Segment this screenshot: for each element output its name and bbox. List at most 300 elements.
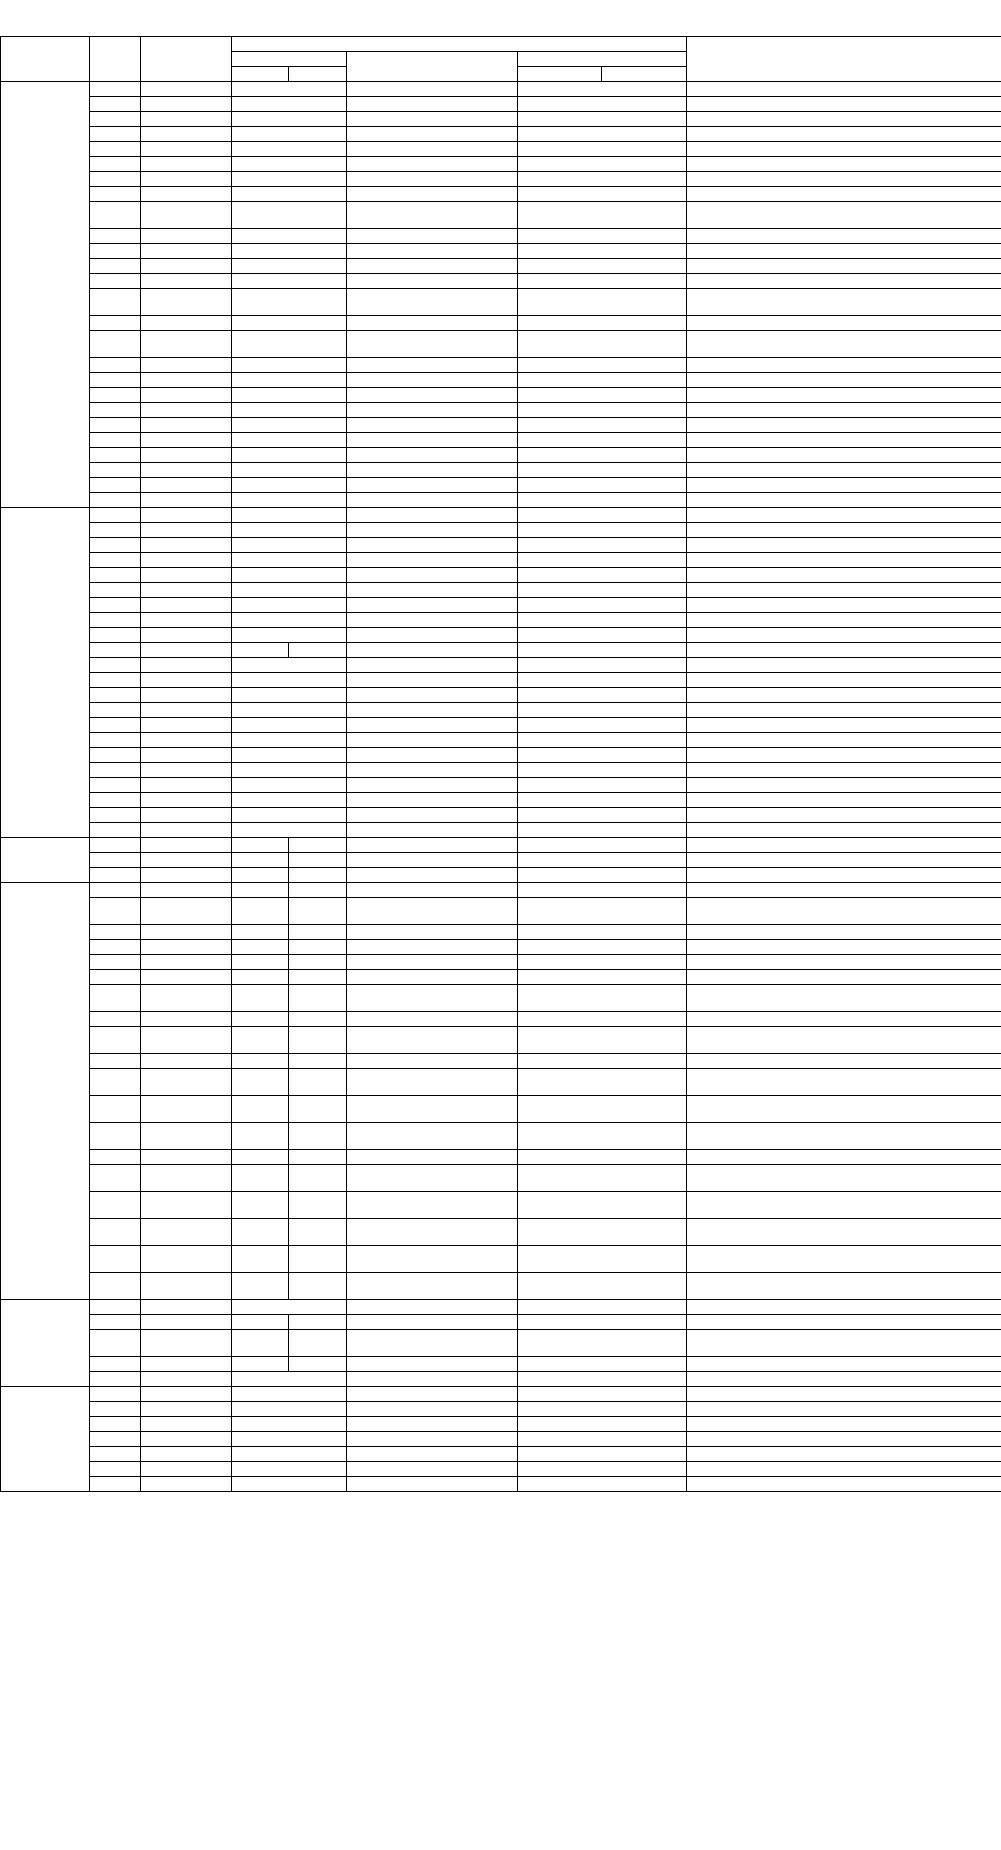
table-row (1, 1447, 1001, 1462)
code-cell (90, 1477, 141, 1492)
code-cell (90, 1273, 141, 1300)
speculative-cell (232, 1069, 289, 1096)
general-margin-cell (232, 274, 347, 289)
special-rule-cell (518, 793, 687, 808)
delivery-month-cell (347, 478, 518, 493)
general-margin-cell (232, 538, 347, 553)
special-rule-cell (518, 1387, 687, 1402)
general-margin-cell (232, 1477, 347, 1492)
special-rule-cell (518, 1447, 687, 1462)
table-row (1, 142, 1001, 157)
company-add-cell (687, 388, 1001, 403)
page-title (0, 0, 1001, 20)
special-rule-cell (518, 703, 687, 718)
speculative-cell (232, 1096, 289, 1123)
special-rule-cell (518, 127, 687, 142)
table-row (1, 493, 1001, 508)
name-cell (141, 1330, 232, 1357)
table-row (1, 598, 1001, 613)
special-rule-cell (518, 1246, 687, 1273)
speculative-cell (232, 1150, 289, 1165)
name-cell (141, 229, 232, 244)
company-add-cell (687, 523, 1001, 538)
general-margin-cell (232, 187, 347, 202)
company-add-cell (687, 1054, 1001, 1069)
delivery-month-cell (347, 373, 518, 388)
delivery-month-cell (347, 955, 518, 970)
delivery-month-cell (347, 598, 518, 613)
delivery-month-cell (347, 940, 518, 955)
hedge-cell (289, 1123, 347, 1150)
general-margin-cell (232, 1462, 347, 1477)
company-add-cell (687, 493, 1001, 508)
table-row (1, 316, 1001, 331)
name-cell (141, 274, 232, 289)
name-cell (141, 331, 232, 358)
special-rule-cell (518, 1219, 687, 1246)
table-row (1, 748, 1001, 763)
speculative-cell (232, 853, 289, 868)
code-cell (90, 793, 141, 808)
code-cell (90, 883, 141, 898)
delivery-month-cell (347, 808, 518, 823)
code-cell (90, 673, 141, 688)
table-row (1, 823, 1001, 838)
company-add-cell (687, 793, 1001, 808)
company-add-cell (687, 823, 1001, 838)
company-add-cell (687, 628, 1001, 643)
company-add-cell (687, 763, 1001, 778)
col-code (90, 37, 141, 82)
delivery-month-cell (347, 1300, 518, 1315)
name-cell (141, 925, 232, 940)
table-row (1, 244, 1001, 259)
col-company-add (687, 37, 1001, 82)
company-add-cell (687, 853, 1001, 868)
table-row (1, 463, 1001, 478)
special-rule-cell (518, 1150, 687, 1165)
name-cell (141, 388, 232, 403)
name-cell (141, 703, 232, 718)
company-add-cell (687, 568, 1001, 583)
name-cell (141, 157, 232, 172)
delivery-month-cell (347, 112, 518, 127)
company-add-cell (687, 373, 1001, 388)
hedge-cell (289, 883, 347, 898)
company-add-cell (687, 97, 1001, 112)
name-cell (141, 1300, 232, 1315)
company-add-cell (687, 985, 1001, 1012)
company-add-cell (687, 1150, 1001, 1165)
delivery-month-cell (347, 673, 518, 688)
special-rule-cell (518, 478, 687, 493)
name-cell (141, 883, 232, 898)
company-add-cell (687, 808, 1001, 823)
hedge-cell (289, 1192, 347, 1219)
hedge-cell (289, 1096, 347, 1123)
name-cell (141, 673, 232, 688)
hedge-cell (289, 955, 347, 970)
name-cell (141, 823, 232, 838)
delivery-month-cell (347, 1417, 518, 1432)
delivery-month-cell (347, 1387, 518, 1402)
company-add-cell (687, 202, 1001, 229)
table-row (1, 1012, 1001, 1027)
delivery-month-cell (347, 1192, 518, 1219)
general-margin-cell (232, 289, 347, 316)
general-margin-cell (232, 127, 347, 142)
code-cell (90, 925, 141, 940)
special-rule-cell (518, 82, 687, 97)
delivery-month-cell (347, 388, 518, 403)
company-add-cell (687, 289, 1001, 316)
code-cell (90, 403, 141, 418)
company-add-cell (687, 418, 1001, 433)
delivery-month-cell (347, 1402, 518, 1417)
delivery-month-cell (347, 1462, 518, 1477)
speculative-cell (232, 955, 289, 970)
code-cell (90, 229, 141, 244)
company-add-cell (687, 1012, 1001, 1027)
speculative-cell (232, 925, 289, 940)
special-rule-cell (518, 157, 687, 172)
special-rule-cell (518, 718, 687, 733)
code-cell (90, 448, 141, 463)
code-cell (90, 748, 141, 763)
special-rule-cell (518, 289, 687, 316)
special-rule-cell (518, 1300, 687, 1315)
code-cell (90, 1402, 141, 1417)
name-cell (141, 598, 232, 613)
speculative-cell (232, 898, 289, 925)
delivery-month-cell (347, 493, 518, 508)
company-add-cell (687, 1402, 1001, 1417)
code-cell (90, 274, 141, 289)
table-row (1, 553, 1001, 568)
table-row (1, 1027, 1001, 1054)
name-cell (141, 628, 232, 643)
company-add-cell (687, 82, 1001, 97)
hedge-cell (289, 1165, 347, 1192)
company-add-cell (687, 157, 1001, 172)
code-cell (90, 82, 141, 97)
name-cell (141, 763, 232, 778)
code-cell (90, 142, 141, 157)
delivery-month-cell (347, 1012, 518, 1027)
special-rule-cell (518, 403, 687, 418)
general-margin-cell (232, 673, 347, 688)
company-add-cell (687, 478, 1001, 493)
delivery-month-cell (347, 1372, 518, 1387)
code-cell (90, 985, 141, 1012)
delivery-month-cell (347, 202, 518, 229)
exchange-cell (1, 883, 90, 1300)
delivery-month-cell (347, 1096, 518, 1123)
table-row (1, 433, 1001, 448)
delivery-month-cell (347, 628, 518, 643)
name-cell (141, 868, 232, 883)
report-date (0, 20, 1001, 36)
general-margin-cell (232, 244, 347, 259)
general-margin-cell (232, 778, 347, 793)
code-cell (90, 583, 141, 598)
code-cell (90, 1012, 141, 1027)
speculative-cell (232, 838, 289, 853)
table-row (1, 1219, 1001, 1246)
table-row (1, 229, 1001, 244)
table-row (1, 259, 1001, 274)
name-cell (141, 316, 232, 331)
table-row (1, 403, 1001, 418)
special-rule-cell (518, 259, 687, 274)
delivery-month-cell (347, 1027, 518, 1054)
general-margin-cell (232, 1417, 347, 1432)
special-rule-cell (518, 373, 687, 388)
special-rule-cell (518, 274, 687, 289)
hedge-cell (289, 868, 347, 883)
general-margin-cell (232, 331, 347, 358)
company-add-cell (687, 1096, 1001, 1123)
code-cell (90, 838, 141, 853)
table-row (1, 1096, 1001, 1123)
delivery-month-cell (347, 1165, 518, 1192)
hedge-cell (289, 1069, 347, 1096)
table-row (1, 688, 1001, 703)
special-rule-cell (518, 883, 687, 898)
company-add-cell (687, 274, 1001, 289)
code-cell (90, 202, 141, 229)
col-exchange (1, 37, 90, 82)
name-cell (141, 1012, 232, 1027)
code-cell (90, 1417, 141, 1432)
company-add-cell (687, 838, 1001, 853)
special-rule-cell (518, 823, 687, 838)
name-cell (141, 643, 232, 658)
special-rule-cell (518, 1123, 687, 1150)
table-row (1, 673, 1001, 688)
delivery-month-cell (347, 1123, 518, 1150)
special-rule-cell (518, 538, 687, 553)
hedge-cell (289, 985, 347, 1012)
name-cell (141, 418, 232, 433)
company-add-cell (687, 172, 1001, 187)
delivery-month-cell (347, 1246, 518, 1273)
delivery-month-cell (347, 1432, 518, 1447)
special-rule-cell (518, 955, 687, 970)
general-margin-cell (232, 229, 347, 244)
general-margin-cell (232, 793, 347, 808)
table-row (1, 868, 1001, 883)
delivery-month-cell (347, 763, 518, 778)
general-margin-cell (232, 142, 347, 157)
speculative-cell (232, 1246, 289, 1273)
delivery-month-cell (347, 97, 518, 112)
table-row (1, 778, 1001, 793)
company-add-cell (687, 868, 1001, 883)
special-rule-cell (518, 463, 687, 478)
name-cell (141, 1027, 232, 1054)
special-rule-cell (518, 388, 687, 403)
hedge-cell (289, 1150, 347, 1165)
table-row (1, 508, 1001, 523)
code-cell (90, 418, 141, 433)
table-row (1, 628, 1001, 643)
speculative-cell (232, 1027, 289, 1054)
company-add-cell (687, 331, 1001, 358)
name-cell (141, 793, 232, 808)
table-row (1, 1054, 1001, 1069)
name-cell (141, 1246, 232, 1273)
special-rule-cell (518, 508, 687, 523)
special-rule-cell (518, 688, 687, 703)
table-row (1, 448, 1001, 463)
code-cell (90, 373, 141, 388)
code-cell (90, 940, 141, 955)
name-cell (141, 1165, 232, 1192)
code-cell (90, 358, 141, 373)
delivery-month-cell (347, 658, 518, 673)
company-add-cell (687, 358, 1001, 373)
delivery-month-cell (347, 172, 518, 187)
name-cell (141, 808, 232, 823)
exchange-cell (1, 82, 90, 508)
company-add-cell (687, 1447, 1001, 1462)
code-cell (90, 853, 141, 868)
name-cell (141, 748, 232, 763)
company-add-cell (687, 1273, 1001, 1300)
special-rule-cell (518, 583, 687, 598)
special-rule-cell (518, 985, 687, 1012)
company-add-cell (687, 955, 1001, 970)
table-row (1, 1069, 1001, 1096)
delivery-month-cell (347, 418, 518, 433)
table-row (1, 1432, 1001, 1447)
general-margin-cell (232, 1387, 347, 1402)
special-rule-cell (518, 1012, 687, 1027)
special-rule-cell (518, 1372, 687, 1387)
general-margin-cell (232, 748, 347, 763)
table-row (1, 793, 1001, 808)
company-add-cell (687, 1165, 1001, 1192)
code-cell (90, 1123, 141, 1150)
table-row (1, 1462, 1001, 1477)
general-margin-cell (232, 1300, 347, 1315)
special-rule-cell (518, 808, 687, 823)
delivery-month-cell (347, 274, 518, 289)
delivery-month-cell (347, 583, 518, 598)
table-row (1, 1273, 1001, 1300)
special-rule-cell (518, 331, 687, 358)
company-add-cell (687, 643, 1001, 658)
code-cell (90, 187, 141, 202)
code-cell (90, 808, 141, 823)
delivery-month-cell (347, 538, 518, 553)
name-cell (141, 172, 232, 187)
delivery-month-cell (347, 688, 518, 703)
table-body (1, 82, 1001, 1492)
company-add-cell (687, 613, 1001, 628)
special-rule-cell (518, 1477, 687, 1492)
table-row (1, 985, 1001, 1012)
table-row (1, 1246, 1001, 1273)
general-margin-cell (232, 1432, 347, 1447)
name-cell (141, 1150, 232, 1165)
code-cell (90, 1387, 141, 1402)
general-margin-cell (232, 568, 347, 583)
special-rule-cell (518, 187, 687, 202)
hedge-cell (289, 1330, 347, 1357)
company-add-cell (687, 463, 1001, 478)
company-add-cell (687, 1027, 1001, 1054)
table-row (1, 1387, 1001, 1402)
name-cell (141, 403, 232, 418)
company-add-cell (687, 1417, 1001, 1432)
name-cell (141, 82, 232, 97)
company-add-cell (687, 718, 1001, 733)
special-rule-cell (518, 1432, 687, 1447)
company-add-cell (687, 1123, 1001, 1150)
table-row (1, 1300, 1001, 1315)
name-cell (141, 553, 232, 568)
delivery-month-cell (347, 970, 518, 985)
name-cell (141, 1477, 232, 1492)
exchange-cell (1, 1300, 90, 1387)
col-speculative (232, 67, 289, 82)
table-row (1, 388, 1001, 403)
company-add-cell (687, 583, 1001, 598)
exchange-cell (1, 1387, 90, 1492)
table-row (1, 1372, 1001, 1387)
special-rule-cell (518, 244, 687, 259)
code-cell (90, 1069, 141, 1096)
general-margin-cell (232, 508, 347, 523)
table-row (1, 97, 1001, 112)
special-rule-cell (518, 673, 687, 688)
delivery-month-cell (347, 187, 518, 202)
col-special-speculative (518, 67, 602, 82)
company-add-cell (687, 403, 1001, 418)
general-margin-cell (232, 703, 347, 718)
table-row (1, 1192, 1001, 1219)
table-row (1, 127, 1001, 142)
company-add-cell (687, 229, 1001, 244)
company-add-cell (687, 538, 1001, 553)
name-cell (141, 1357, 232, 1372)
name-cell (141, 244, 232, 259)
company-add-cell (687, 1192, 1001, 1219)
special-rule-cell (518, 553, 687, 568)
special-rule-cell (518, 643, 687, 658)
general-margin-cell (232, 1402, 347, 1417)
special-rule-cell (518, 112, 687, 127)
code-cell (90, 157, 141, 172)
special-rule-cell (518, 172, 687, 187)
special-rule-cell (518, 748, 687, 763)
general-margin-cell (232, 448, 347, 463)
hedge-cell (289, 853, 347, 868)
code-cell (90, 970, 141, 985)
margin-table (0, 36, 1001, 1492)
delivery-month-cell (347, 448, 518, 463)
delivery-month-cell (347, 838, 518, 853)
general-margin-cell (232, 598, 347, 613)
code-cell (90, 97, 141, 112)
name-cell (141, 259, 232, 274)
table-row (1, 583, 1001, 598)
speculative-cell (232, 1123, 289, 1150)
special-rule-cell (518, 1402, 687, 1417)
company-add-cell (687, 748, 1001, 763)
